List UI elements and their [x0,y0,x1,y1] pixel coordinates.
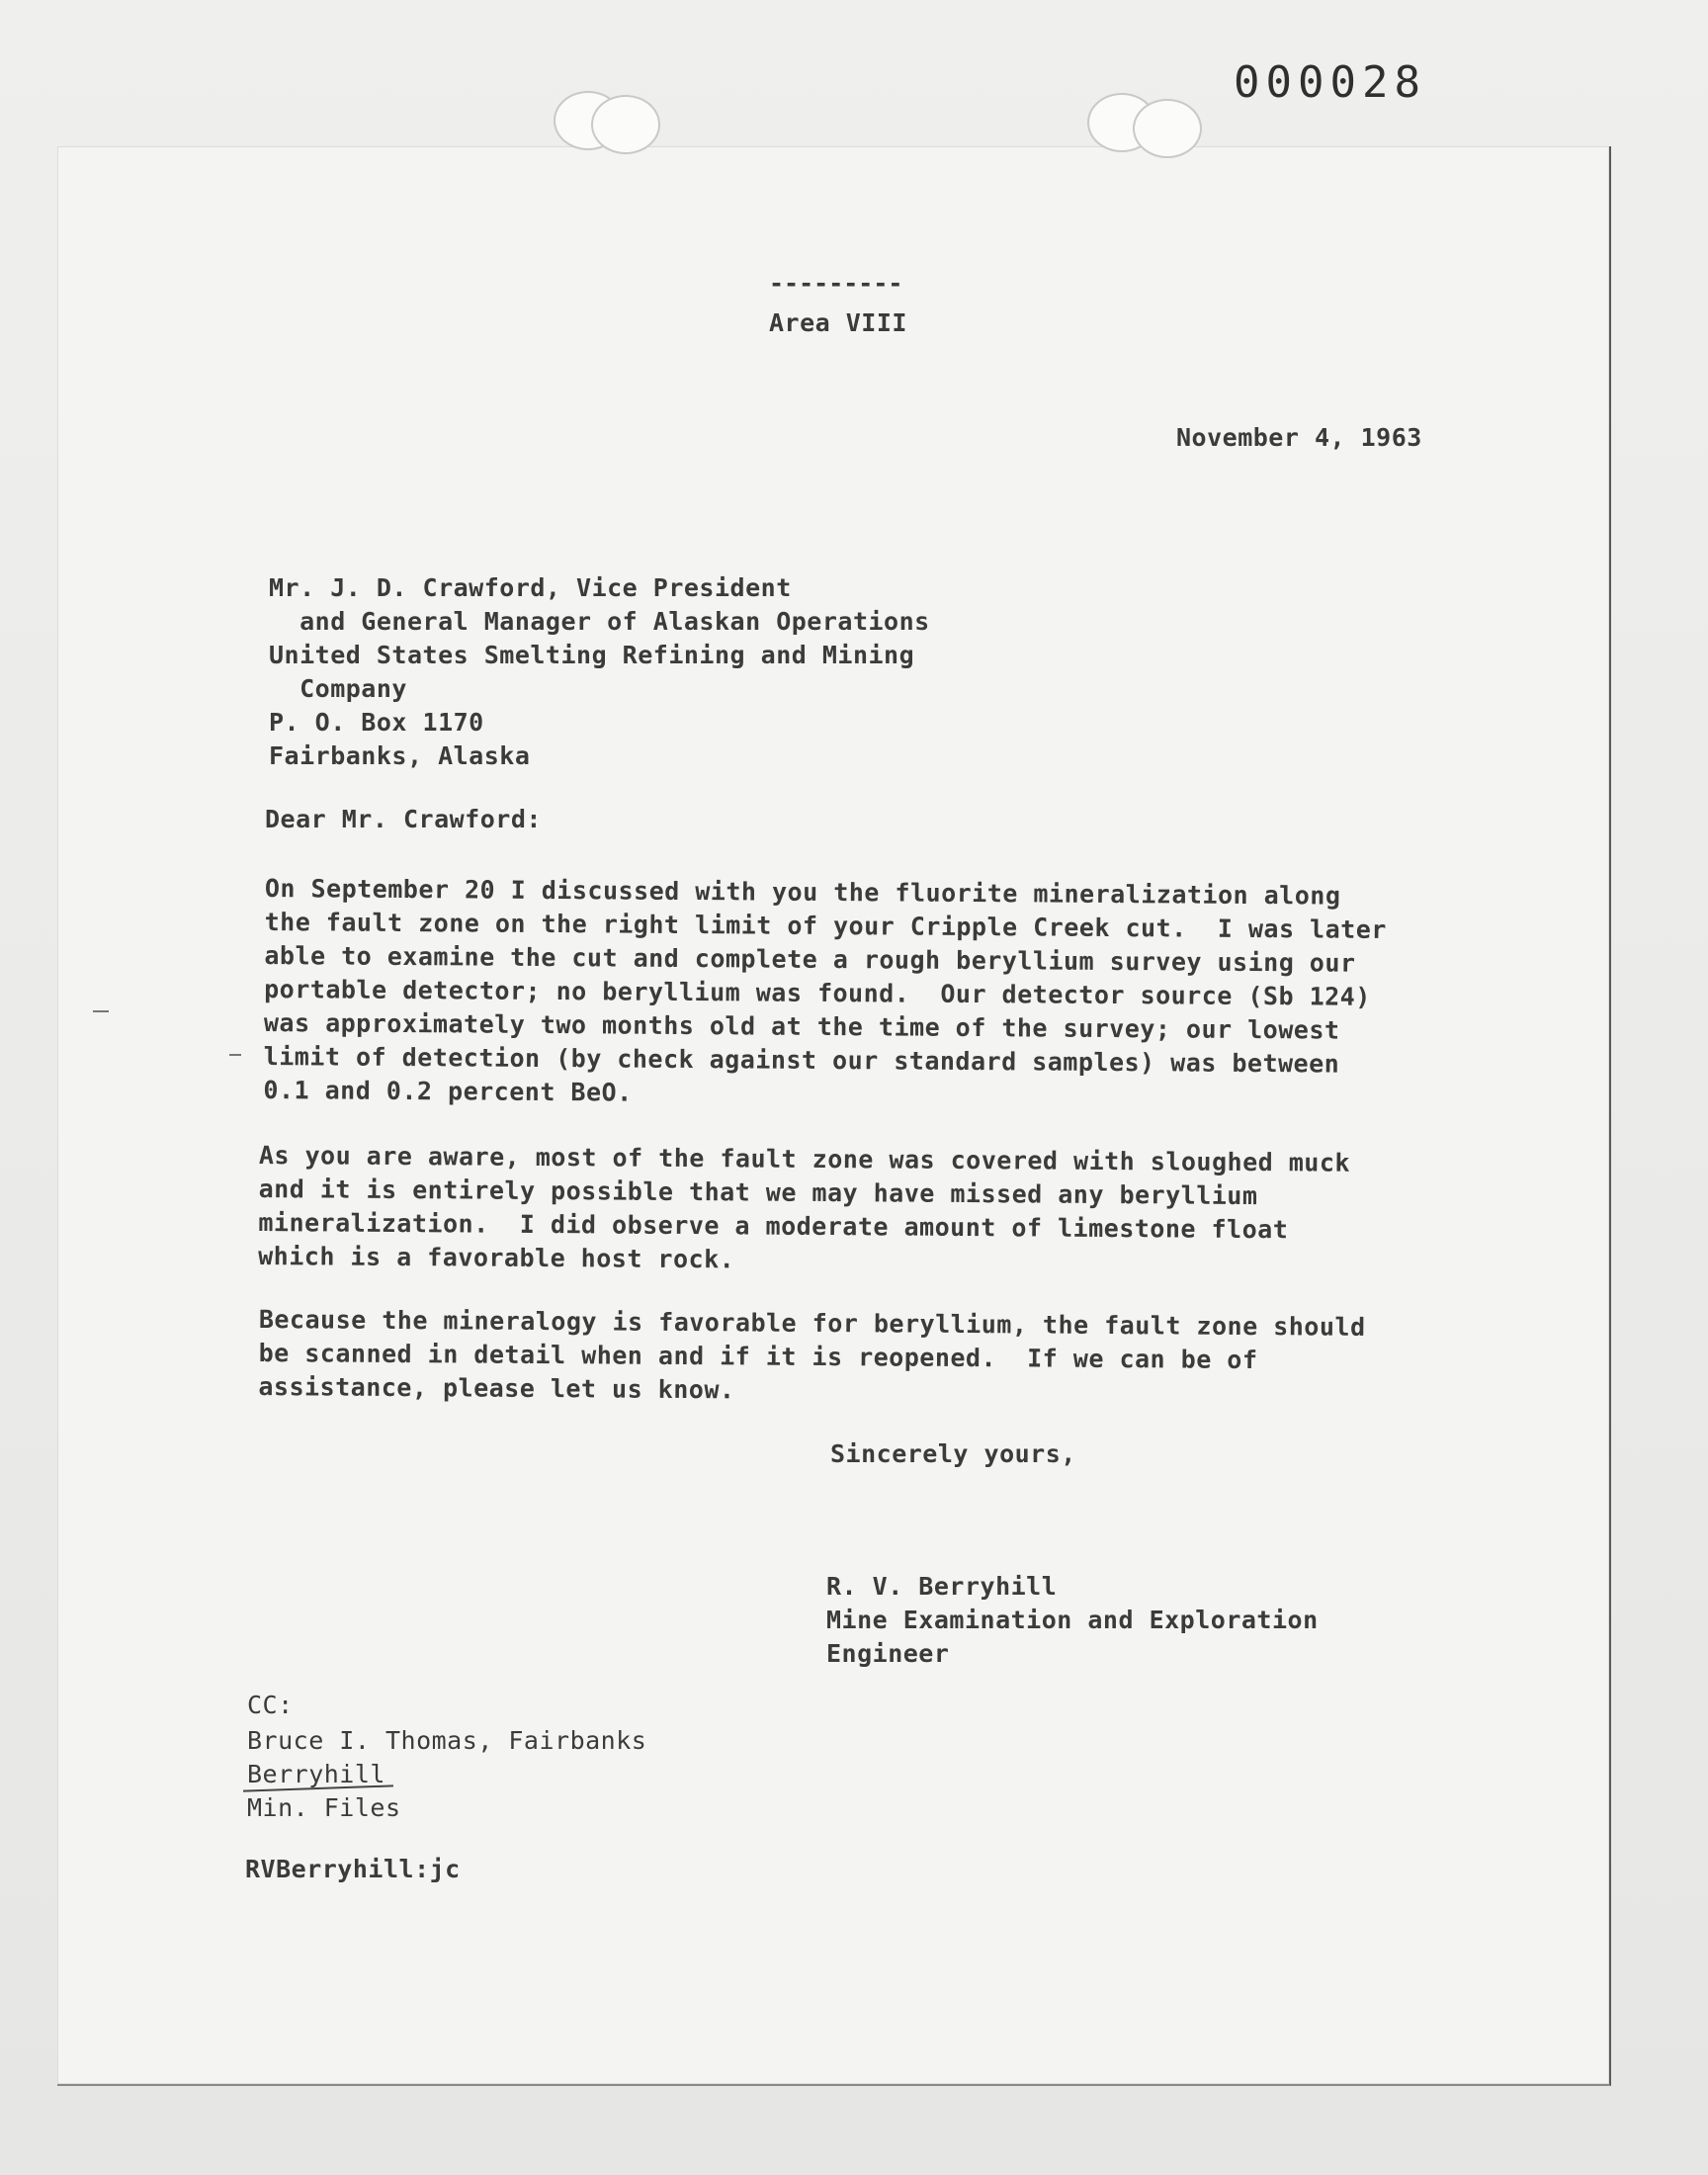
closing: Sincerely yours, [830,1439,1076,1468]
cc-label: CC: [247,1691,294,1719]
cc-recipient: Berryhill [247,1760,385,1788]
cc-recipient: Min. Files [247,1793,401,1822]
signer-title: Engineer [826,1639,950,1668]
salutation: Dear Mr. Crawford: [265,805,542,833]
paragraph-line: was approximately two months old at the time of the survey; our lowest [263,1007,1340,1045]
signer-title: Mine Examination and Exploration [826,1606,1319,1634]
paragraph-line: assistance, please let us know. [258,1371,735,1405]
paragraph-line: the fault zone on the right limit of your Cripple Creek cut. I was later [264,907,1387,944]
body-paragraph-1 [263,872,1387,1115]
paragraph-line: mineralization. I did observe a moderate amount of limestone float [258,1207,1289,1245]
body-paragraph-3 [258,1303,1365,1412]
paragraph-line: limit of detection (by check against our standard samples) was between [263,1041,1340,1079]
signer-name: R. V. Berryhill [826,1572,1058,1601]
paragraph-line: Because the mineralogy is favorable for beryllium, the fault zone should [258,1305,1366,1342]
body-paragraph-2 [258,1139,1350,1281]
paragraph-line: 0.1 and 0.2 percent BeO. [263,1075,633,1107]
cc-recipient: Bruce I. Thomas, Fairbanks [247,1726,647,1755]
address-line: United States Smelting Refining and Mining [269,641,915,669]
paragraph-line: On September 20 I discussed with you the fluorite mineralization along [264,873,1341,911]
punch-hole [591,95,660,154]
paragraph-line: be scanned in detail when and if it is reopened. If we can be of [258,1338,1258,1375]
address-line: Mr. J. D. Crawford, Vice President [269,573,792,602]
recipient-address [269,571,930,773]
paragraph-line: As you are aware, most of the fault zone was covered with sloughed muck [258,1141,1351,1177]
cc-list [247,1724,646,1825]
paragraph-line: portable detector; no beryllium was found. Our detector source (Sb 124) [264,974,1371,1011]
margin-tick-mark [93,1010,109,1012]
reference-initials: RVBerryhill:jc [245,1855,461,1883]
address-line: Company [269,674,407,703]
address-line: Fairbanks, Alaska [269,741,531,770]
paragraph-line: able to examine the cut and complete a rough beryllium survey using our [264,940,1356,978]
paragraph-line: and it is entirely possible that we may have missed any beryllium [258,1174,1258,1211]
address-line: and General Manager of Alaskan Operations [269,607,930,636]
signature-block [826,1570,1319,1671]
area-heading: Area VIII [769,308,907,337]
punch-hole [1133,99,1202,158]
address-line: P. O. Box 1170 [269,708,484,737]
document-stamp-number: 000028 [1234,57,1426,108]
letter-date: November 4, 1963 [1176,423,1422,452]
heading-separator: --------- [769,269,903,298]
paragraph-line: which is a favorable host rock. [258,1241,735,1274]
margin-tick-mark [229,1054,241,1056]
